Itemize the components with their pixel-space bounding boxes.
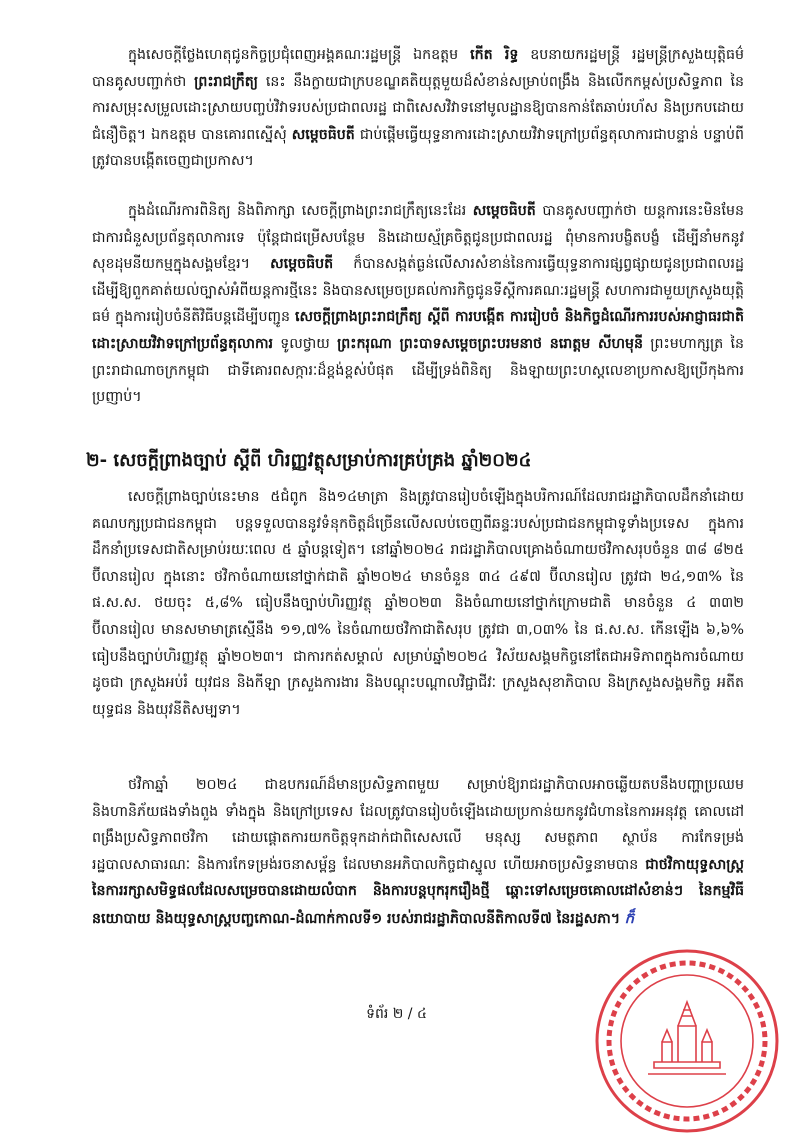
- p4-text-a: ថវិកាឆ្នាំ ២០២៤ ជាឧបករណ៍ដ៏មានប្រសិទ្ធភាពមួយ សម្រាប់ឱ្យរាជរដ្ឋាភិបាលអាចឆ្លើយតបនឹងបញ្ហាប្រឈម និងហានិភ័យផងទាំងពួង ទាំងក្នុង និងក្រៅប្រទេស ដែលត្រូវបានរៀបចំឡើងដោយប្រកាន់យកនូវជំហាននៃការអនុវត្ត គោលដៅពង្រឹងប្រសិទ្ធភាពថវិកា ដោយផ្តោតការយកចិត្តទុកដាក់ជាពិសេសលើ មនុស្ស សមត្ថភាព ស្ថាប័ន ការកែទម្រង់រដ្ឋបាលសាធារណៈ និងការកែទម្រង់រចនាសម្ព័ន្ធ ដែលមានអភិបាលកិច្ចជាស្នូល ហើយអាចប្រសិទ្ធនាមបាន: [92, 777, 744, 873]
- p1-royal-decree: ព្រះរាជក្រឹត្យ: [194, 73, 259, 90]
- p1-prime-minister: សម្តេចធិបតី: [291, 126, 355, 143]
- seal-text-band: [609, 963, 765, 1119]
- paragraph-1: [92, 42, 744, 175]
- seal-outer-ring: [597, 951, 777, 1131]
- p2-text-c: បានគូសបញ្ជាក់ថា យន្តការនេះមិនមែនជាការជំនួសប្រព័ន្ធតុលាការទេ ប៉ុន្តែជាជម្រើសបន្ថែម និងដោយស្ម័គ្រចិត្តជូនប្រជាពលរដ្ឋ ពុំមានការបង្ខិតបង្ខំ ដើម្បីនាំមកនូវសុខដុមនីយកម្មក្នុងសង្គមខ្មែរ។: [92, 203, 744, 273]
- p1-text-c: ឧបនាយករដ្ឋមន្ត្រី រដ្ឋមន្ត្រីក្រសួងយុត្តិធម៌ បានគូសបញ្ជាក់ថា: [92, 47, 744, 90]
- p4-strategic-budget: ជាថវិកាយុទ្ធសាស្ត្រ នៃការរក្សាសមិទ្ធផលដែលសម្រេចបានដោយលំបាក និងការបន្តបុករុករឿងថ្មី ឆ្ពោះទៅសម្រេចគោលដៅសំខាន់ៗ នៃកម្មវិធីនយោបាយ និងយុទ្ធសាស្ត្របញ្ចកោណ-ដំណាក់កាលទី១ របស់រាជរដ្ឋាភិបាលនីតិកាលទី៧ នៃរដ្ឋសភា។: [92, 856, 744, 927]
- p1-text-a: ក្នុងសេចក្តីថ្លែងហេតុជូនកិច្ចប្រជុំពេញអង្គគណៈរដ្ឋមន្ត្រី ឯកឧត្តម: [128, 47, 471, 63]
- p2-decree-title: សេចក្តីព្រាងព្រះរាជក្រឹត្យ ស្តីពី ការបង្កើត ការរៀបចំ និងកិច្ចដំណើរការរបស់អាជ្ញាធរជាតិដោះស្រាយវិវាទក្រៅប្រព័ន្ធតុលាការ: [92, 309, 744, 352]
- angkor-temple-emblem: [648, 1002, 726, 1074]
- p2-text-g: ទូលថ្វាយ: [273, 335, 338, 352]
- handwritten-initials: ក៏: [624, 908, 635, 927]
- paragraph-2: [92, 198, 744, 411]
- official-seal-stamp: [592, 946, 782, 1136]
- page-number: ទំព័រ ២ / ៤: [366, 1006, 427, 1022]
- p2-text-e: ក៏បានសង្កត់ធ្ងន់លើសារសំខាន់នៃការធ្វើយុទ្ធនាការផ្សព្វផ្សាយជូនប្រជាពលរដ្ឋដើម្បីឱ្យពួកគាត់យល់ច្បាស់អំពីយន្តការថ្មីនេះ និងបានសម្រេចប្រគល់ការកិច្ចជូនទីស្តីការគណៈរដ្ឋមន្ត្រី សហការជាមួយក្រសួងយុត្តិធម៌ ក្នុងការរៀបចំនីតិវិធីបន្តដើម្បីបញ្ជូន: [92, 256, 744, 326]
- p2-prime-minister: សម្តេចធិបតី: [472, 203, 536, 219]
- p1-text-g: ជាប់ផ្តើមធ្វើយុទ្ធនាការដោះស្រាយវិវាទក្រៅប្រព័ន្ធតុលាការជាបន្ទាន់ បន្ទាប់ពីត្រូវបានបង្កើតចេញជាប្រកាស។: [92, 126, 744, 170]
- section-heading: ២- សេចក្តីព្រាងច្បាប់ ស្តីពី ហិរញ្ញវត្ថុសម្រាប់ការគ្រប់គ្រង ឆ្នាំ២០២៤: [86, 450, 532, 471]
- seal-inner-ring: [621, 975, 753, 1107]
- paragraph-3: សេចក្តីព្រាងច្បាប់នេះមាន ៥ជំពូក និង១៤មាត្រា និងត្រូវបានរៀបចំឡើងក្នុងបរិការណ៍ដែលរាជរដ្ឋាភិបាលដឹកនាំដោយ គណបក្សប្រជាជនកម្ពុជា បន្តទទួលបាននូវទំនុកចិត្តដ៏ច្រើនលើសលប់ចេញពីឆន្ទៈរបស់ប្រជាជនកម្ពុជាទូទាំងប្រទេស ក្នុងការដឹកនាំប្រទេសជាតិសម្រាប់រយៈពេល ៥ ឆ្នាំបន្តទៀត។ នៅឆ្នាំ២០២៤ រាជរដ្ឋាភិបាលគ្រោងចំណាយថវិកាសរុបចំនួន ៣៨ ៨២៥ ប៊ីលានរៀល ក្នុងនោះ ថវិកាចំណាយនៅថ្នាក់ជាតិ ឆ្នាំ២០២៤ មានចំនួន ៣៤ ៤៩៧ ប៊ីលានរៀល ត្រូវជា ២៤,១៣% នៃ ផ.ស.ស. ថយចុះ ៥,៨% ធៀបនឹងច្បាប់ហិរញ្ញវត្ថុ ឆ្នាំ២០២៣ និងចំណាយនៅថ្នាក់ក្រោមជាតិ មានចំនួន ៤ ៣៣២ ប៊ីលានរៀល មានសមាមាត្រស្មើនឹង ១១,៧% នៃចំណាយថវិកាជាតិសរុប ត្រូវជា ៣,០៣% នៃ ផ.ស.ស. កើនឡើង ៦,៦% ធៀបនឹងច្បាប់ហិរញ្ញវត្ថុ ឆ្នាំ២០២៣។ ជាការកត់សម្គាល់ សម្រាប់ឆ្នាំ២០២៤ វិស័យសង្គមកិច្ចនៅតែជាអទិភាពក្នុងការចំណាយ ដូចជា ក្រសួងអប់រំ យុវជន និងកីឡា ក្រសួងការងារ និងបណ្តុះបណ្តាលវិជ្ជាជីវៈ ក្រសួងសុខាភិបាល និងក្រសួងសង្គមកិច្ច អតីតយុទ្ធជន និងយុវនីតិសម្បទា។: [92, 489, 744, 718]
- p2-text-i: ព្រះមហាក្សត្រ នៃព្រះរាជាណាចក្រកម្ពុជា ជាទីគោរពសក្ការៈដ៏ខ្ពង់ខ្ពស់បំផុត ដើម្បីទ្រង់ពិនិត្យ និងឡាយព្រះហស្តលេខាប្រកាសឱ្យប្រើកុងការប្រញាប់។: [92, 335, 744, 406]
- p2-text-a: ក្នុងដំណើរការពិនិត្យ និងពិភាក្សា សេចក្តីព្រាងព្រះរាជក្រឹត្យនេះដែរ: [128, 203, 473, 219]
- p2-prime-minister-2: សម្តេចធិបតី: [270, 256, 334, 273]
- p1-minister-name: កើត រិទ្ធ: [470, 47, 519, 63]
- p2-king-title: ព្រះករុណា ព្រះបាទសម្តេចព្រះបរមនាថ នរោត្តម សីហមុនី: [337, 335, 644, 352]
- p1-text-e: នេះ នឹងក្លាយជាក្របខណ្ឌគតិយុត្តមួយដ៏សំខាន់សម្រាប់ពង្រឹង និងលើកកម្ពស់ប្រសិទ្ធភាព នៃការសម្រុះសម្រួលដោះស្រាយបញ្ចប់វិវាទរបស់ប្រជាពលរដ្ឋ ជាពិសេសវិវាទនៅមូលដ្ឋានឱ្យបានកាន់តែឆាប់រហ័ស និងប្រកបដោយជំនឿចិត្ត។ ឯកឧត្តម បានគោរពស្នើសុំ: [92, 73, 744, 143]
- paragraph-4: [92, 772, 744, 933]
